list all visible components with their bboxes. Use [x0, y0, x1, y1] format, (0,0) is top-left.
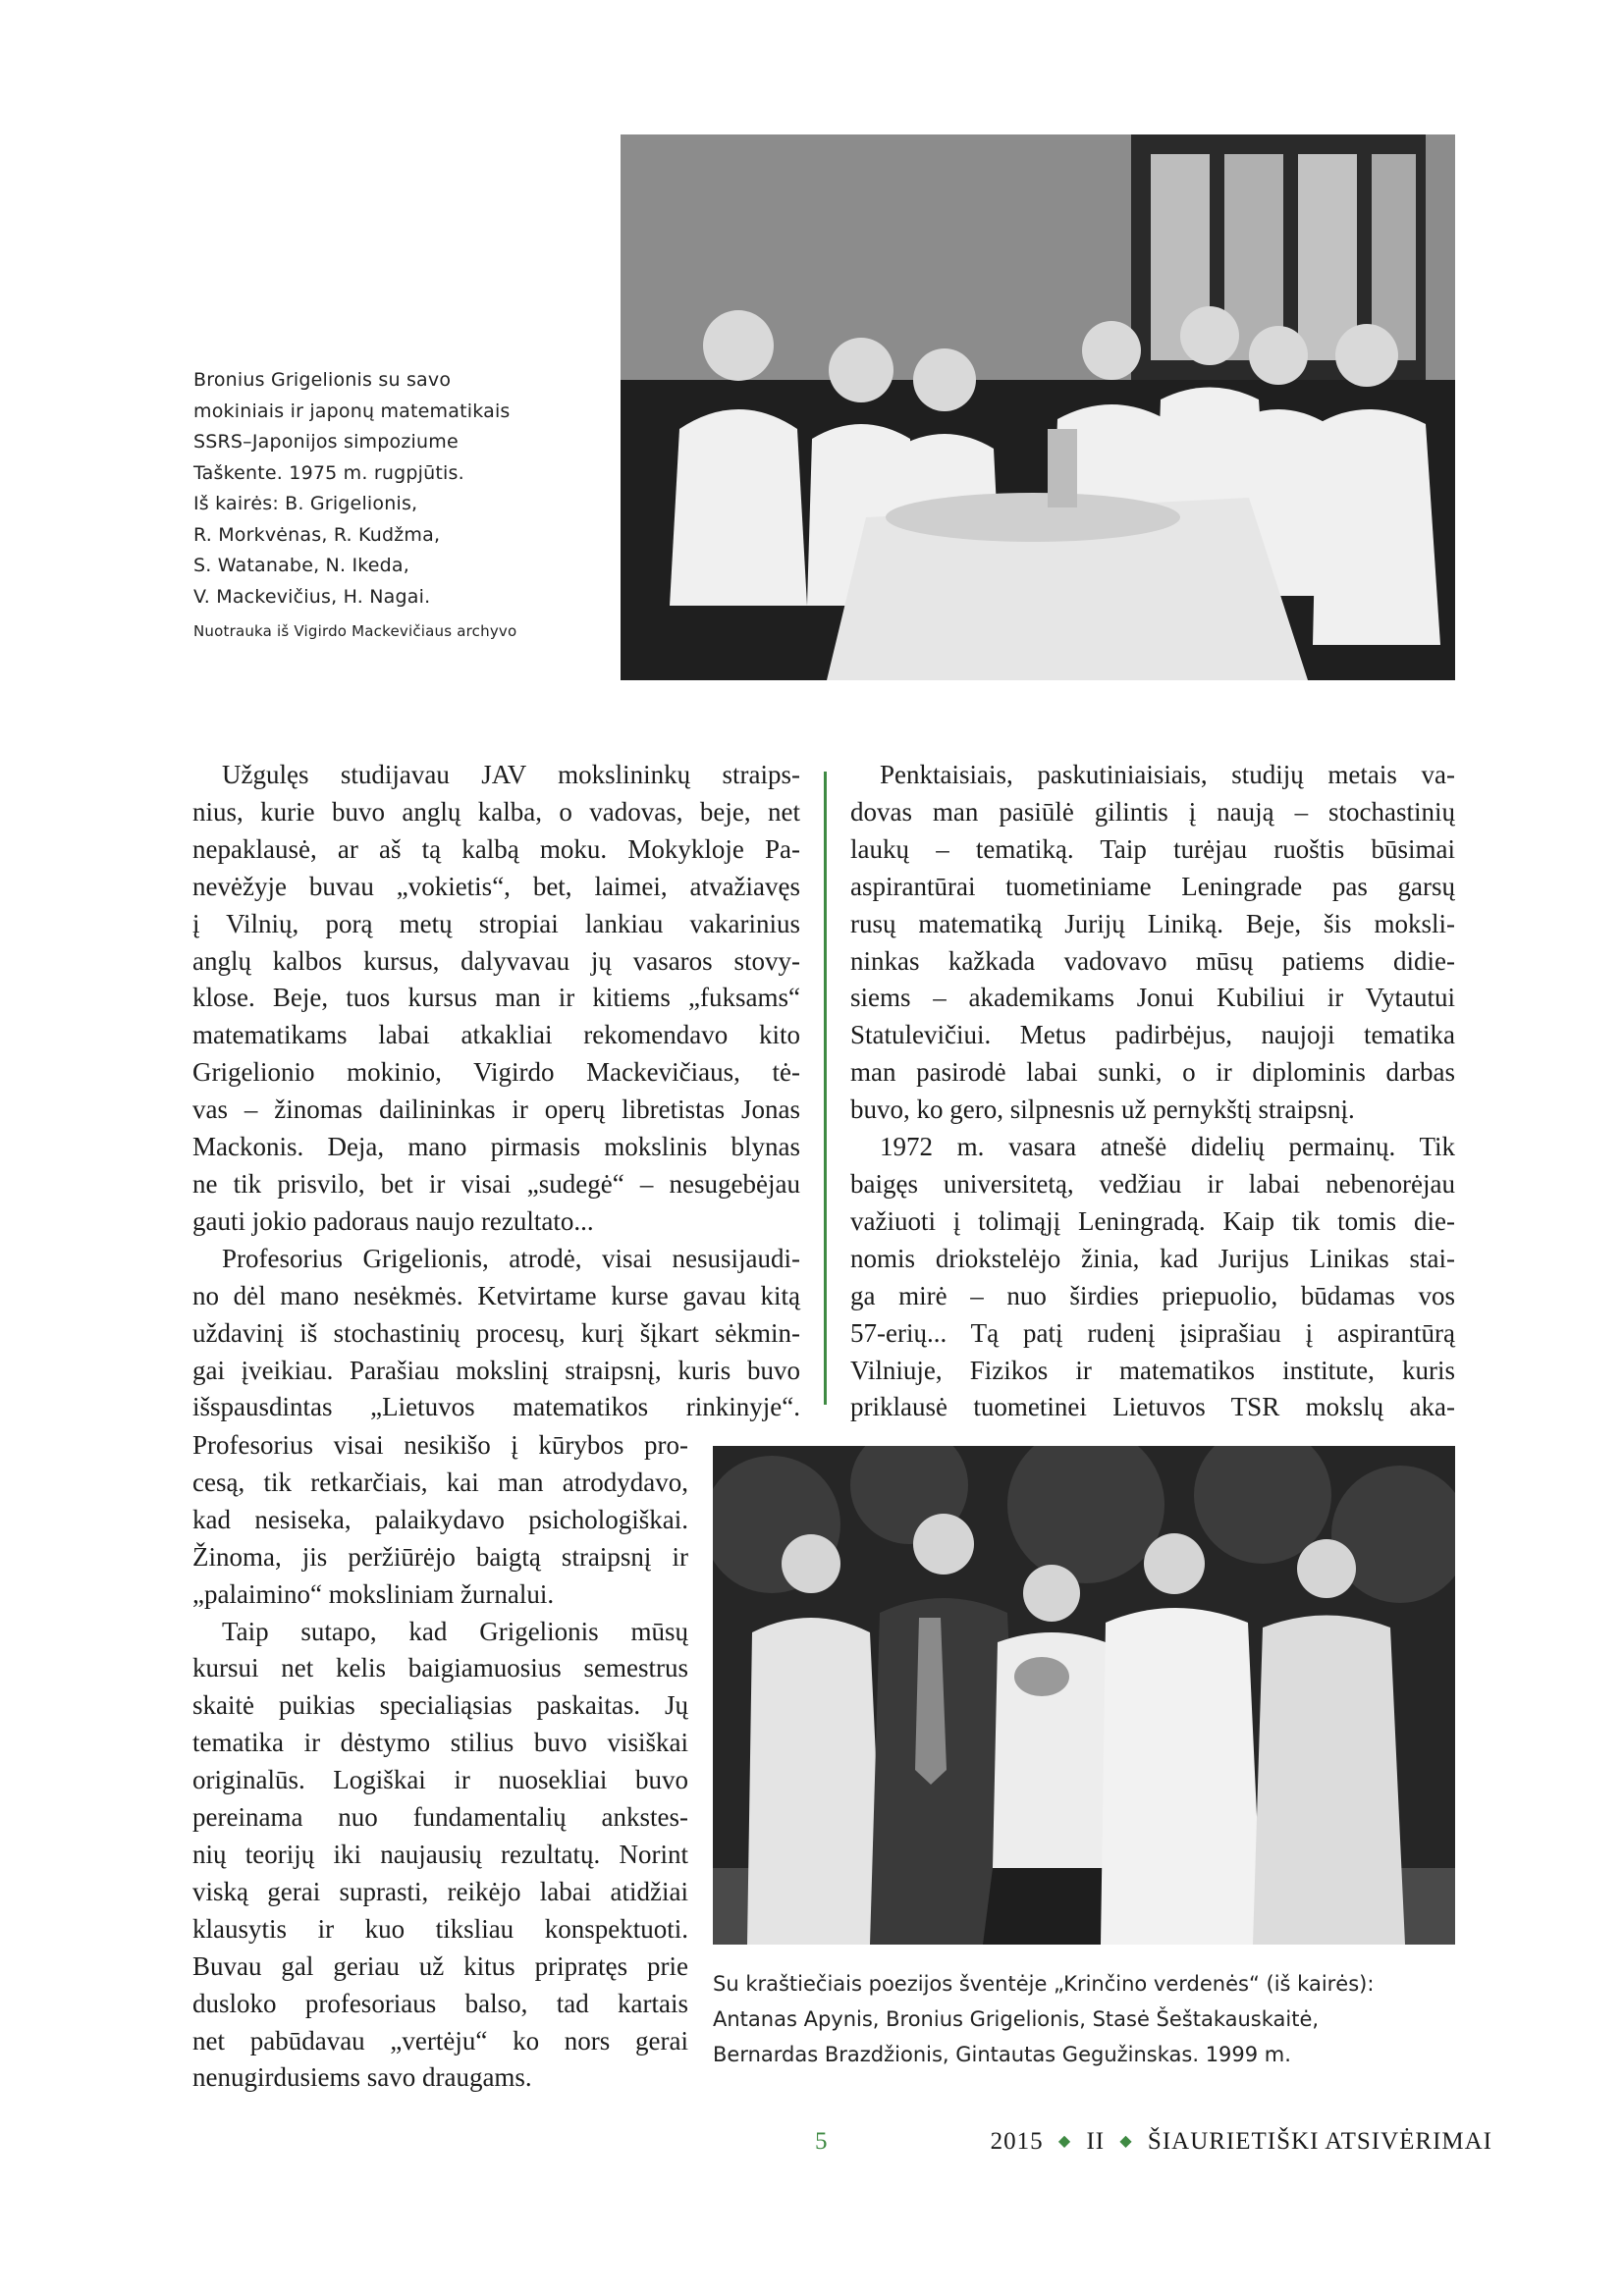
photo-1975-group [621, 134, 1455, 680]
text-line: Penktaisiais, paskutiniaisiais, studijų metais va- [880, 760, 1455, 789]
text-line: aspirantūrai tuometiniame Leningrade pas garsų [850, 871, 1455, 901]
text-line: laukų – tematiką. Taip turėjau ruoštis būsimai [850, 833, 1455, 864]
text-line: uždavinį iš stochastinių procesų, kurį šįkart sėkmin- [192, 1317, 800, 1348]
photo-1999-group [713, 1446, 1455, 1945]
text-line: Vilniuje, Fizikos ir matematikos institute, kuris [850, 1355, 1455, 1385]
text-line: „palaimino“ moksliniam žurnalui. [192, 1578, 555, 1609]
caption-line: Antanas Apynis, Bronius Grigelionis, Stasė Šeštakauskaitė, [713, 2007, 1320, 2031]
footer-issue: II [1086, 2128, 1106, 2155]
text-line: ne tik prisvilo, bet ir visai „sudegė“ – nesugebėjau [192, 1168, 800, 1199]
text-line: nių teorijų iki naujausių rezultatų. Norint [192, 1839, 688, 1869]
caption-line: Bronius Grigelionis su savo [193, 369, 452, 391]
text-line: man pasirodė labai sunki, o ir diplominis darbas [850, 1057, 1455, 1088]
caption-line: S. Watanabe, N. Ikeda, [193, 555, 410, 576]
text-line: klose. Beje, tuos kursus man ir kitiems „fuksams“ [192, 983, 800, 1013]
diamond-icon: ◆ [1057, 2133, 1072, 2150]
text-line: Profesorius Grigelionis, atrodė, visai nesusijaudi- [222, 1243, 800, 1273]
text-line: nevėžyje buvau „vokietis“, bet, laimei, atvažiavęs [192, 871, 800, 901]
text-line: išspausdintas „Lietuvos matematikos rinkinyje“. [192, 1392, 800, 1422]
text-line: matematikams labai atkakliai rekomendavo kito [192, 1020, 800, 1050]
text-line: kad nesiseka, palaikydavo psichologiškai. [192, 1504, 688, 1534]
text-line: nenugirdusiems savo draugams. [192, 2062, 532, 2093]
text-line: Buvau gal geriau už kitus pripratęs prie [192, 1950, 688, 1981]
caption-line: Su kraštiečiais poezijos šventėje „Krinčino verdenės“ (iš kairės): [713, 1972, 1375, 1996]
text-line: dusloko profesoriaus balso, tad kartais [192, 1988, 688, 2018]
text-line: net pabūdavau „vertėju“ ko nors gerai [192, 2025, 688, 2056]
text-line: į Vilnių, porą metų stropiai lankiau vakarinius [192, 908, 800, 938]
text-line: 57-erių... Tą patį rudenį įsiprašiau į aspirantūrą [850, 1317, 1455, 1348]
text-line: Užgulęs studijavau JAV mokslininkų straips- [222, 760, 800, 789]
text-line: Statulevičiui. Metus padirbėjus, naujoji tematika [850, 1020, 1455, 1050]
text-line: viską gerai suprasti, reikėjo labai atidžiai [192, 1876, 688, 1906]
caption-line: Iš kairės: B. Grigelionis, [193, 493, 418, 514]
photo-credit: Nuotrauka iš Vigirdo Mackevičiaus archyvo [193, 622, 517, 640]
text-line: nius, kurie buvo anglų kalba, o vadovas, beje, net [192, 796, 800, 827]
text-line: buvo, ko gero, silpnesnis už pernykštį straipsnį. [850, 1095, 1355, 1125]
text-line: kursui net kelis baigiamuosius semestrus [192, 1653, 688, 1683]
text-line: Žinoma, jis peržiūrėjo baigtą straipsnį ir [192, 1541, 688, 1572]
text-line: nepaklausė, ar aš tą kalbą moku. Mokykloje Pa- [192, 833, 800, 864]
text-line: pereinama nuo fundamentalių ankstes- [192, 1802, 688, 1833]
text-line: Profesorius visai nesikišo į kūrybos pro- [192, 1430, 688, 1460]
text-line: cesą, tik retkarčiais, kai man atrodydavo, [192, 1467, 688, 1497]
caption-line: R. Morkvėnas, R. Kudžma, [193, 523, 441, 546]
text-line: siems – akademikams Jonui Kubiliui ir Vytautui [850, 983, 1455, 1013]
text-line: klausytis ir kuo tiksliau konspektuoti. [192, 1913, 688, 1944]
footer-journal: ŠIAURIETIŠKI ATSIVĖRIMAI [1147, 2128, 1492, 2155]
text-line: gauti jokio padoraus naujo rezultato... [192, 1205, 594, 1236]
text-line: Grigelionio mokinio, Vigirdo Mackevičiaus, tė- [192, 1057, 800, 1088]
text-line: dovas man pasiūlė gilintis į naują – stochastinių [850, 796, 1455, 827]
photo-1975-caption [193, 365, 586, 642]
text-line: no dėl mano nesėkmės. Ketvirtame kurse gavau kitą [192, 1280, 800, 1310]
caption-line: mokiniais ir japonų matematikais [193, 400, 511, 422]
text-line: gai įveikiau. Parašiau mokslinį straipsnį, kuris buvo [192, 1355, 800, 1385]
caption-line: Taškente. 1975 m. rugpjūtis. [193, 461, 464, 484]
photo-1999-caption [713, 1966, 1489, 2072]
caption-line: Bernardas Brazdžionis, Gintautas Gegužinskas. 1999 m. [713, 2043, 1291, 2066]
text-line: ga mirė – nuo širdies priepuolio, būdamas vos [850, 1280, 1455, 1310]
journal-info [991, 2128, 1492, 2156]
diamond-icon: ◆ [1119, 2133, 1133, 2150]
text-line: važiuoti į tolimąjį Leningradą. Kaip tik tomis die- [850, 1205, 1455, 1236]
left-column-top [192, 757, 800, 1426]
column-divider [824, 772, 827, 1405]
text-line: 1972 m. vasara atnešė didelių permainų. Tik [880, 1132, 1455, 1162]
text-line: Taip sutapo, kad Grigelionis mūsų [222, 1616, 688, 1646]
text-line: originalūs. Logiškai ir nuosekliai buvo [192, 1765, 688, 1795]
page-footer [785, 2128, 1492, 2167]
text-line: rusų matematiką Jurijų Liniką. Beje, šis moksli- [850, 908, 1455, 938]
text-line: nomis driokstelėjo žinia, kad Jurijus Linikas stai- [850, 1243, 1455, 1273]
right-column [850, 757, 1455, 1426]
photo-1975-illustration [621, 134, 1455, 680]
footer-year: 2015 [990, 2128, 1044, 2155]
text-line: skaitė puikias specialiąsias paskaitas. Jų [192, 1690, 688, 1721]
text-line: tematika ir dėstymo stilius buvo visiškai [192, 1728, 688, 1758]
caption-line: SSRS–Japonijos simpoziume [193, 431, 459, 453]
text-line: anglų kalbos kursus, dalyvavau jų vasaros stovy- [192, 945, 800, 976]
page-number: 5 [815, 2128, 829, 2155]
photo-1999-illustration [713, 1446, 1455, 1945]
text-line: Mackonis. Deja, mano pirmasis mokslinis blynas [192, 1132, 800, 1162]
caption-line: V. Mackevičius, H. Nagai. [193, 585, 431, 608]
text-line: priklausė tuometinei Lietuvos TSR mokslų aka- [850, 1392, 1455, 1422]
text-line: vas – žinomas dailininkas ir operų libretistas Jonas [192, 1095, 800, 1125]
text-line: baigęs universitetą, vedžiau ir labai nebenorėjau [850, 1168, 1455, 1199]
left-column-bottom [192, 1427, 688, 2097]
text-line: ninkas kažkada vadovavo mūsų patiems didie- [850, 945, 1455, 976]
